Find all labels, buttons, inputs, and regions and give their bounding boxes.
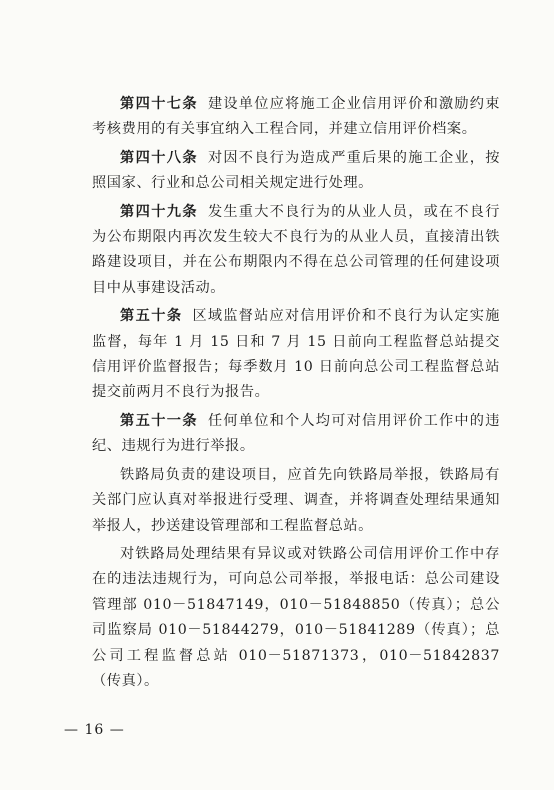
article-heading: 第四十七条 [120, 96, 198, 112]
paragraph-railway-bureau-report: 铁路局负责的建设项目，应首先向铁路局举报，铁路局有关部门应认真对举报进行受理、调查，并将调查处理结果通知举报人，抄送建设管理部和工程监督总站。 [92, 466, 500, 534]
article-heading: 第五十条 [120, 308, 183, 325]
article-heading: 第五十一条 [120, 412, 198, 429]
regulation-text [92, 92, 500, 697]
article-body: 对因不良行为造成严重后果的施工企业，按照国家、行业和总公司相关规定进行处理。 [92, 149, 500, 192]
article-49 [92, 200, 500, 302]
article-47 [92, 92, 500, 143]
article-body: 区域监督站应对信用评价和不良行为认定实施监督，每年 1 月 15 日和 7 月 15 日前向工程监督总站提交信用评价监督报告；每季数月 10 日前向总公司工程监督总站提交前两月不良行为报告。 [92, 308, 500, 401]
article-body: 任何单位和个人均可对信用评价工作中的违纪、违规行为进行举报。 [92, 412, 500, 455]
article-50 [92, 304, 500, 406]
article-body: 发生重大不良行为的从业人员，或在不良行为公布期限内再次发生较大不良行为的从业人员，直接清出铁路建设项目，并在公布期限内不得在总公司管理的任何建设项目中从事建设活动。 [92, 203, 500, 296]
article-51 [92, 409, 500, 460]
page-number: — 16 — [64, 722, 125, 738]
article-48 [92, 146, 500, 197]
article-heading: 第四十八条 [120, 149, 198, 166]
paragraph-hotline: 对铁路局处理结果有异议或对铁路公司信用评价工作中存在的违法违规行为，可向总公司举报，举报电话：总公司建设管理部 010－51847149，010－51848850（传真）；总公司监察局 010－51844279，010－51841289（传真）；总公司工程监督总站 010－51871373，010－51842837（传真）。 [92, 545, 500, 689]
article-body: 建设单位应将施工企业信用评价和激励约束考核费用的有关事宜纳入工程合同，并建立信用评价档案。 [92, 96, 500, 138]
article-heading: 第四十九条 [120, 203, 198, 220]
